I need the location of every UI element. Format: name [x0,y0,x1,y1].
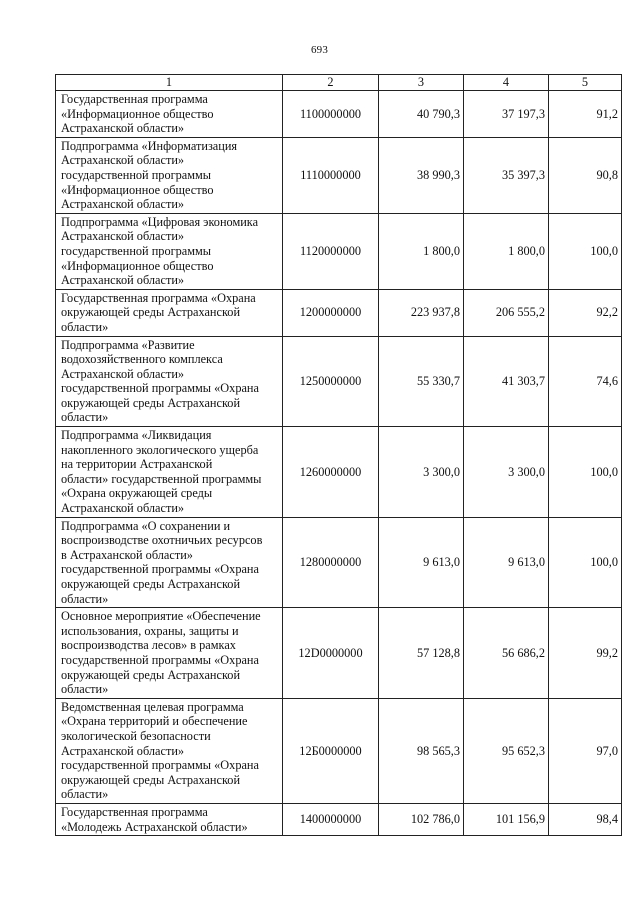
column-header-3: 3 [379,75,464,91]
program-name-cell [56,289,283,336]
column-header-2: 2 [283,75,379,91]
executed-amount-cell: 3 300,0 [464,427,549,518]
planned-amount-cell: 38 990,3 [379,137,464,213]
program-name-cell [56,517,283,608]
program-name-line: области» [61,682,109,697]
planned-amount-cell: 9 613,0 [379,517,464,608]
program-name-line: «Информационное общество [61,106,214,121]
program-name-cell [56,91,283,138]
target-code-cell: 1250000000 [283,336,379,427]
program-name-line: государственной программы «Охрана [61,381,259,396]
program-name-line: Государственная программа [61,92,208,106]
execution-percent-cell: 98,4 [549,803,622,835]
table-row [56,91,622,138]
program-name-line: Основное мероприятие «Обеспечение [61,609,261,624]
program-name-line: Подпрограмма «Цифровая экономика [61,214,259,229]
header-row [56,75,622,91]
program-name-line: Астраханской области» [61,197,185,212]
program-name-cell [56,608,283,699]
target-code-cell: 1120000000 [283,213,379,289]
program-name-line: государственной программы [61,243,212,258]
program-name-line: Астраханской области» [61,743,185,758]
program-name-line: окружающей среды Астраханской [61,305,241,320]
program-name-line: воспроизводстве охотничьих ресурсов [61,533,263,548]
program-name-line: «Охрана территорий и обеспечение [61,714,248,729]
planned-amount-cell: 98 565,3 [379,698,464,803]
program-name-line: водохозяйственного комплекса [61,352,223,367]
program-name-line: «Охрана окружающей среды [61,486,213,501]
table-row [56,517,622,608]
execution-percent-cell: 74,6 [549,336,622,427]
program-name-line: Астраханской области» [61,501,185,516]
program-name-line: Астраханской области» [61,121,185,136]
target-code-cell: 1260000000 [283,427,379,518]
execution-percent-cell: 97,0 [549,698,622,803]
program-name-line: Астраханской области» [61,229,185,244]
program-name-line: Подпрограмма «Ликвидация [61,428,212,443]
execution-percent-cell: 92,2 [549,289,622,336]
program-name-line: накопленного экологического ущерба [61,442,259,457]
budget-execution-table [55,74,622,836]
program-name-line: окружающей среды Астраханской [61,667,241,682]
planned-amount-cell: 223 937,8 [379,289,464,336]
table-row [56,803,622,835]
table-row [56,608,622,699]
program-name-line: Астраханской области» [61,273,185,288]
execution-percent-cell: 90,8 [549,137,622,213]
execution-percent-cell: 99,2 [549,608,622,699]
program-name-line: Подпрограмма «Развитие [61,337,195,352]
execution-percent-cell: 100,0 [549,427,622,518]
table-body [56,75,622,836]
program-name-line: области» [61,319,109,334]
program-name-line: использования, охраны, защиты и [61,623,239,638]
column-header-5: 5 [549,75,622,91]
executed-amount-cell: 41 303,7 [464,336,549,427]
executed-amount-cell: 206 555,2 [464,289,549,336]
target-code-cell: 1400000000 [283,803,379,835]
column-header-4: 4 [464,75,549,91]
table-row [56,289,622,336]
executed-amount-cell: 9 613,0 [464,517,549,608]
program-name-cell [56,336,283,427]
program-name-line: Астраханской области» [61,153,185,168]
program-name-line: «Информационное общество [61,182,214,197]
target-code-cell: 1100000000 [283,91,379,138]
program-name-line: области» государственной программы [61,471,262,486]
program-name-cell [56,803,283,835]
executed-amount-cell: 56 686,2 [464,608,549,699]
program-name-line: «Молодежь Астраханской области» [61,819,248,834]
program-name-line: Государственная программа [61,804,208,819]
table-row [56,427,622,518]
program-name-cell [56,137,283,213]
program-name-line: области» [61,787,109,802]
executed-amount-cell: 1 800,0 [464,213,549,289]
program-name-line: области» [61,591,109,606]
program-name-line: Ведомственная целевая программа [61,699,244,714]
execution-percent-cell: 100,0 [549,517,622,608]
target-code-cell: 12Б0000000 [283,698,379,803]
program-name-line: области» [61,410,109,425]
planned-amount-cell: 40 790,3 [379,91,464,138]
program-name-line: «Информационное общество [61,258,214,273]
program-name-line: Государственная программа «Охрана [61,290,256,305]
executed-amount-cell: 101 156,9 [464,803,549,835]
program-name-line: окружающей среды Астраханской [61,395,241,410]
program-name-cell [56,698,283,803]
program-name-line: Подпрограмма «О сохранении и [61,518,231,533]
target-code-cell: 1110000000 [283,137,379,213]
program-name-line: окружающей среды Астраханской [61,577,241,591]
planned-amount-cell: 102 786,0 [379,803,464,835]
program-name-cell [56,213,283,289]
program-name-line: государственной программы «Охрана [61,562,259,577]
program-name-line: государственной программы «Охрана [61,652,259,667]
program-name-line: Астраханской области» [61,366,185,381]
planned-amount-cell: 57 128,8 [379,608,464,699]
program-name-line: воспроизводства лесов» в рамках [61,638,236,653]
program-name-line: на территории Астраханской [61,457,213,472]
page-number: 693 [310,44,329,56]
execution-percent-cell: 91,2 [549,91,622,138]
planned-amount-cell: 1 800,0 [379,213,464,289]
target-code-cell: 1200000000 [283,289,379,336]
target-code-cell: 1280000000 [283,517,379,608]
table-row [56,213,622,289]
program-name-line: государственной программы «Охрана [61,758,259,773]
column-header-1: 1 [56,75,283,91]
program-name-line: государственной программы [61,167,212,182]
program-name-line: экологической безопасности [61,728,211,743]
executed-amount-cell: 95 652,3 [464,698,549,803]
execution-percent-cell: 100,0 [549,213,622,289]
executed-amount-cell: 35 397,3 [464,137,549,213]
program-name-cell [56,427,283,518]
executed-amount-cell: 37 197,3 [464,91,549,138]
table-row [56,698,622,803]
target-code-cell: 12D0000000 [283,608,379,699]
planned-amount-cell: 55 330,7 [379,336,464,427]
program-name-line: окружающей среды Астраханской [61,772,241,787]
table-row [56,137,622,213]
program-name-line: Подпрограмма «Информатизация [61,138,238,153]
program-name-line: в Астраханской области» [61,547,193,562]
planned-amount-cell: 3 300,0 [379,427,464,518]
table-row [56,336,622,427]
